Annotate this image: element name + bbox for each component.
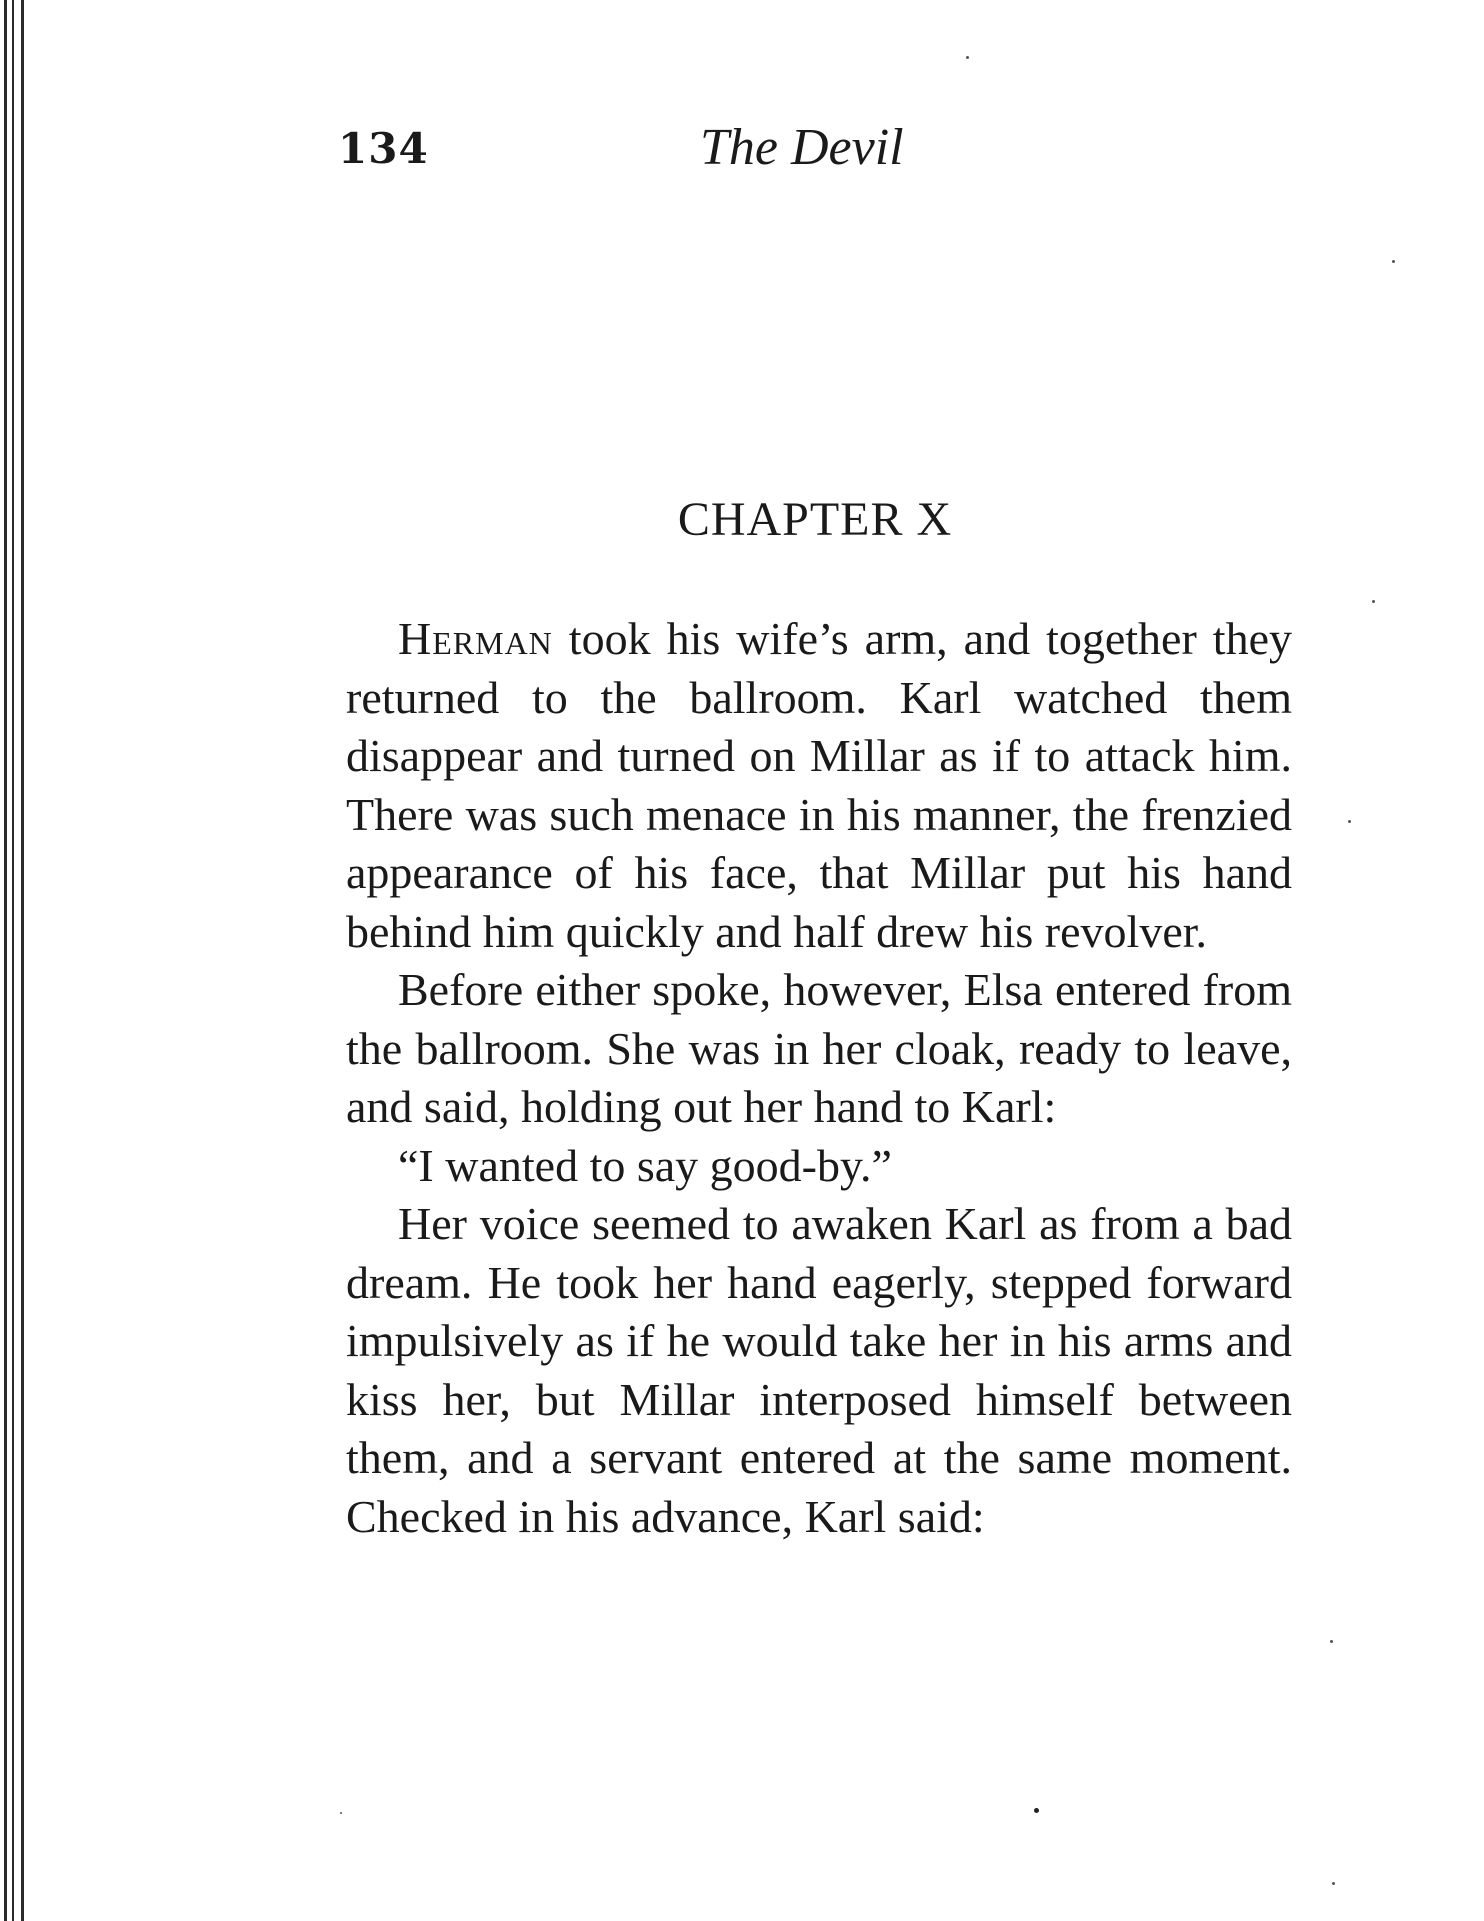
paragraph: Before either spoke, however, Elsa entered from the ballroom. She was in her cloak, ready to leave, and said, holding out her hand to Karl: xyxy=(346,964,1292,1132)
paragraph-text: took his wife’s arm, and together they returned to the ballroom. Karl watched them disappear and turned on Millar as if to attack him. There was such menace in his manner, the frenzied appearance of his face, that Millar put his hand behind him quickly and half drew his revolver. xyxy=(346,613,1292,957)
print-speck xyxy=(1034,1808,1039,1813)
paragraph: Her voice seemed to awaken Karl as from a bad dream. He took her hand eagerly, stepped forward impulsively as if he would take her in his arms and kiss her, but Millar interposed himself between them, and a servant entered at the same moment. Checked in his advance, Karl said: xyxy=(346,1198,1292,1542)
chapter-heading: CHAPTER X xyxy=(677,493,953,546)
binding-edge-line xyxy=(4,0,7,1921)
print-speck xyxy=(1372,600,1375,603)
chapter-body xyxy=(346,610,1292,1546)
print-speck xyxy=(340,1812,342,1814)
opening-word: Herman xyxy=(398,613,553,664)
print-speck xyxy=(1348,820,1351,823)
running-title: The Devil xyxy=(700,119,904,176)
binding-edge-line xyxy=(12,0,14,1921)
print-speck xyxy=(1392,260,1395,263)
paragraph: “I wanted to say good-by.” xyxy=(398,1139,892,1191)
page-number: 134 xyxy=(338,124,429,173)
binding-edge-line xyxy=(21,0,24,1921)
print-speck xyxy=(1330,1640,1333,1643)
paragraph xyxy=(346,610,1292,961)
print-speck xyxy=(1332,1882,1335,1885)
print-speck xyxy=(966,56,969,59)
